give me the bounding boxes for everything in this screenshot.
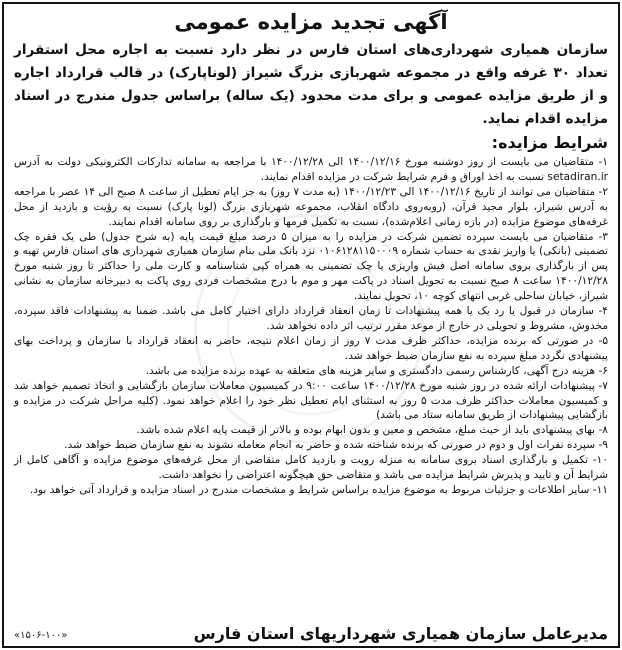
conditions-heading: شرایط مزایده:: [491, 133, 608, 152]
condition-item: ۷- پیشنهادات ارائه شده در روز شنبه مورخ ۱۴۰۰/۱۲/۲۸ ساعت ۹:۰۰ در کمیسیون معاملات سازمان بازگشایی و اتخاذ تصمیم خواهد شد و کمیسیون معاملات حداکثر ظرف مدت ۵ روز به استثنای ایام تعطیل نظر خود را اعلام خواهد نمود. (کلیه مراحل شرکت در مزایده و بازگشایی پیشنهادات از طریق سامانه ستاد می باشد): [14, 379, 609, 422]
notice-intro: سازمان همیاری شهرداری‌های استان فارس در نظر دارد نسبت به اجاره محل استقرار تعداد ۳۰ غرفه واقع در مجموعه شهربازی بزرگ شیراز (لوناپارک) در قالب قرارداد اجاره و از طریق مزایده عمومی و برای مدت محدود (یک ساله) براساس جدول مندرج در اسناد مزایده اقدام نماید.: [14, 42, 608, 127]
condition-item: ۱۰- تکمیل و بارگذاری اسناد بروی سامانه به منزله رویت و بازدید کامل متقاضی از محل غرفه‌های موضوع مزایده و آگاهی کامل از شرایط آن و تایید و پذیرش شرایط مزایده می باشد و متقاضی حق هیچگونه اعتراضی را نخواهد داشت.: [14, 454, 608, 482]
notice-title: آگهی تجدید مزایده عمومی: [174, 10, 448, 34]
condition-item: ۴- سازمان در قبول یا رد یک یا همه پیشنهادات تا زمان انعقاد قرارداد دارای اختیار کامل می باشد. ضمنا به پیشنهادات فاقد سپرده، مخدوش، مشروط و تحویلی در خارج از موعد مقرر ترتیب اثر داده نخواهد شد.: [14, 305, 608, 332]
condition-item: ۵- در صورتی که برنده مزایده، حداکثر ظرف مدت ۷ روز از زمان اعلام نتیجه، حاضر به انعقاد قرارداد با سازمان و پرداخت بهای پیشنهادی نگردد مبلغ سپرده به نفع سازمان ضبط خواهد شد.: [14, 334, 609, 362]
signature-row: [14, 624, 608, 644]
condition-item: ۳- متقاضیان می بایست سپرده تضمین شرکت در مزایده را به میزان ۵ درصد مبلغ قیمت پایه (به شرح جدول) طی یک فقره چک تضمینی (بانکی) یا واریز نقدی به حساب شماره ۰۱۰۶۱۲۸۱۱۵۰۰۰۹ نزد بانک ملی بنام سازمان همیاری شهرداری های استان فارس تهیه و پس از بارگذاری بروی سامانه اصل فیش واریزی یا چک تضمینی به همراه کپی شناسنامه و کارت ملی را حداکثر تا روز شنبه مورخ ۱۴۰۰/۱۲/۲۸ ساعت ۸ صبح نسبت به تحویل اسناد در پاکت مهر و موم با درج مشخصات فردی روی پاکت به دبیرخانه سازمان به نشانی شیراز، خیابان ساحلی غربی انتهای کوچه ۱۰، تحویل نمایند.: [14, 230, 608, 303]
condition-item: ۱- متقاضیان می بایست از روز دوشنبه مورخ ۱۴۰۰/۱۲/۱۶ الی ۱۴۰۰/۱۲/۲۸ با مراجعه به سامانه تدارکات الکترونیکی دولت به آدرس setadiran.ir نسبت به اخذ اوراق و فرم شرایط شرکت در مزایده اقدام نمایند.: [14, 156, 608, 183]
condition-item: ۱۱- سایر اطلاعات و جزئیات مربوط به موضوع مزایده براساس شرایط و مشخصات مندرج در اسناد مزایده و قرارداد آتی خواهد بود.: [29, 483, 608, 496]
condition-item: ۲- متقاضیان می توانند از تاریخ ۱۴۰۰/۱۲/۱۶ الی ۱۴۰۰/۱۲/۲۳ (به مدت ۷ روز) به جز ایام تعطیل از ساعت ۸ صبح الی ۱۴ عصر با مراجعه به آدرس شیراز، بلوار مجید قرآن، (روبه‌روی دادگاه انقلاب، مجموعه شهربازی بزرگ (لونا پارک) نسبت به رؤیت و بازدید از محل غرفه‌های موضوع مزایده (در بازه زمانی اعلام‌شده)، نسبت به تکمیل فرمها و بارگذاری بر روی سامانه اقدام نمایند.: [14, 185, 609, 228]
condition-item: ۶- هزینه درج آگهی، کارشناس رسمی دادگستری و سایر هزینه های متعلقه به عهده برنده مزایده می باشد.: [145, 364, 608, 377]
condition-item: ۸- بهای پیشنهادی باید از حیث مبلغ، مشخص و معین و بدون ابهام بوده و بالاتر از قیمت پایه اعلام شده باشد.: [136, 424, 608, 437]
notice-code: «۱۵۰۶-۱۰۰»: [14, 630, 68, 641]
notice-frame: [2, 2, 620, 648]
signature: مدیرعامل سازمان همیاری شهرداریهای استان فارس: [193, 624, 608, 643]
condition-item: ۹- سپرده نفرات اول و دوم در صورتی که برنده شناخته شده و حاضر به انجام معامله نشوند به نفع سازمان ضبط خواهد شد.: [64, 439, 608, 452]
